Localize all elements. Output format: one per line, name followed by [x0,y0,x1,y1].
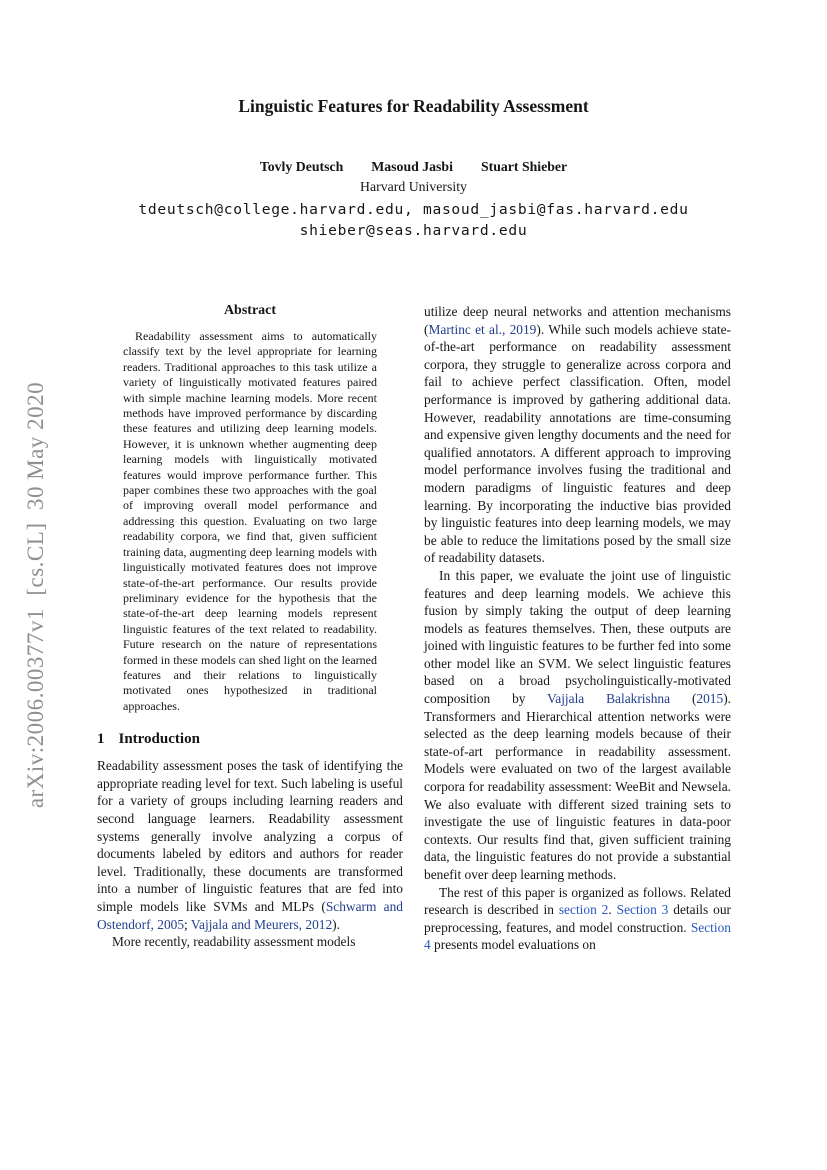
arxiv-identifier-sidebar: arXiv:2006.00377v1 [cs.CL] 30 May 2020 [23,381,48,809]
text-run: ; [184,916,191,932]
citation-link[interactable]: Schwarm and Ostendorf, 2005 [97,898,403,932]
section-ref-link[interactable]: Section 3 [616,902,669,918]
author-name: Masoud Jasbi [371,159,453,174]
text-run: ). While such models achieve state-of-the-art performance on readability assessment corpora, they struggle to generalize across corpora and fail to achieve perfect classification. Often, model performance is improved by gathering additional data. However, readability annotations are time-consuming and expensive given lengthy documents and the need for qualified annotators. A different approach to improving model performance involves fusing the traditional and modern paradigms of linguistic features and deep learning. By incorporating the inductive bias provided by linguistic features into deep learning models, we may be able to reduce the limitations posed by the small size of readability datasets. [424,321,731,566]
text-run: presents model evaluations on [430,937,596,953]
citation-link[interactable]: 2015 [696,691,724,707]
paragraph [424,884,731,954]
text-run: In this paper, we evaluate the joint use of linguistic features and deep learning models. We achieve this fusion by simply taking the output of deep learning models as features themselves. Then, these outputs are joined with linguistic features to be further fed into some other model like an SVM. We select linguistic features based on a broad psycholinguistically-motivated composition by [424,567,731,707]
email-line: shieber@seas.harvard.edu [299,222,528,239]
section-ref-link[interactable]: Section 4 [424,919,731,953]
abstract-text: Readability assessment aims to automatically classify text by the level appropriate for learning readers. Traditional approaches to this task utilize a variety of linguistically motivated features paired with simple machine learning models. More recent methods have improved performance by discarding these features and utilizing deep learning models. However, it is unknown whether augmenting deep learning models with linguistically motivated features would improve performance further. This paper combines these two approaches with the goal of improving overall model performance and addressing this question. Evaluating on two large readability corpora, we find that, given sufficient training data, augmenting deep learning models with linguistically motivated features does not improve state-of-the-art performance. Our results provide preliminary evidence for the hypothesis that the state-of-the-art deep learning models represent linguistic features of the text related to readability. Future research on the nature of representations formed in these models can shed light on the learned features and their relations to linguistically motivated ones hypothesized in traditional approaches. [123,329,377,713]
text-run: ). [332,916,340,932]
paper-title: Linguistic Features for Readability Assessment [238,96,589,116]
section-heading-introduction [97,731,403,748]
author-name: Tovly Deutsch [259,159,344,174]
paragraph [424,567,731,884]
text-run: More recently, readability assessment models [112,934,356,950]
section-title: Introduction [118,731,200,748]
citation-link[interactable]: Martinc et al., 2019 [428,321,537,337]
text-run: ( [670,691,697,707]
text-run: ). Transformers and Hierarchical attention networks were selected as the deep learning models because of their state-of-art performance in readability assessment. Models were evaluated on two of the largest available corpora for readability assessment: WeeBit and Newsela. We also evaluate with different sized training sets to investigate the use of linguistic features in data-poor contexts. Our results find that, given sufficient training data, the linguistic features do not provide a substantial benefit over deep learning methods. [424,691,731,882]
citation-link[interactable]: Vajjala Balakrishna [547,691,671,707]
section-number: 1 [97,731,105,748]
author-name: Stuart Shieber [480,159,568,174]
text-run: The rest of this paper is organized as follows. Related research is described in [424,884,731,918]
citation-link[interactable]: Vajjala and Meurers, 2012 [190,916,333,932]
abstract-heading: Abstract [223,303,277,318]
affiliation: Harvard University [360,179,467,194]
section-ref-link[interactable]: section 2 [558,902,609,918]
text-run: Readability assessment poses the task of identifying the appropriate reading level for text. Such labeling is useful for a variety of groups including learning readers and second language learners. Readability assessment systems generally involve analyzing a corpus of documents labeled by editors and authors for reader level. Traditionally, these documents are transformed into a number of linguistic features that are fed into simple models like SVMs and MLPs ( [97,758,403,914]
paragraph [424,303,731,567]
paragraph [97,933,403,951]
right-column [424,303,731,954]
left-column [97,303,403,951]
text-run: . [608,902,617,918]
text-run: details our preprocessing, features, and model construction. [424,902,731,935]
email-line: tdeutsch@college.harvard.edu, masoud_jasbi@fas.harvard.edu [138,201,689,218]
author-list [0,159,827,175]
author-emails [0,199,827,241]
paragraph [97,757,403,933]
text-run: utilize deep neural networks and attention mechanisms ( [424,304,731,337]
